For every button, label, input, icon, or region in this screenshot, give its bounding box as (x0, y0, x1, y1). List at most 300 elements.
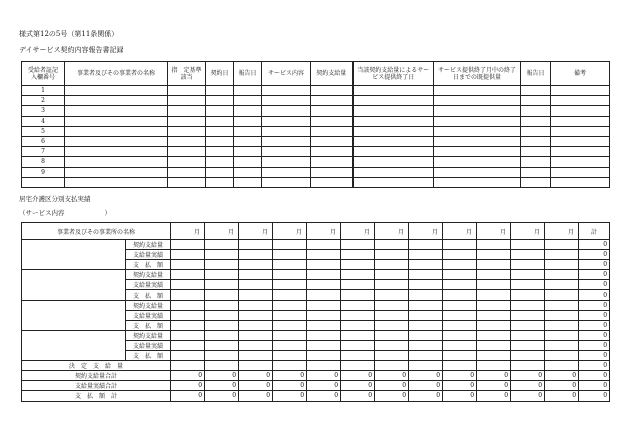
contract-cell (311, 147, 353, 157)
month-value-cell (511, 280, 545, 290)
summary-value-cell: 0 (273, 381, 307, 391)
month-value-cell (375, 270, 409, 280)
month-value-cell (341, 260, 375, 270)
month-value-cell (171, 290, 205, 300)
month-value-cell (545, 330, 579, 340)
month-value-cell (477, 250, 511, 260)
contract-cell (521, 136, 551, 146)
summary-value-cell: 0 (443, 381, 477, 391)
month-value-cell (409, 310, 443, 320)
month-value-cell (545, 280, 579, 290)
contract-row (22, 147, 610, 157)
month-header: 月 (409, 223, 443, 240)
contract-cell (234, 147, 262, 157)
month-header: 月 (273, 223, 307, 240)
month-value-cell (375, 240, 409, 250)
summary-total-cell: 0 (579, 361, 610, 371)
business-name-cell (22, 270, 126, 300)
month-value-cell (477, 270, 511, 280)
contract-cell (65, 126, 168, 136)
contract-cell (521, 106, 551, 116)
contract-cell (65, 96, 168, 106)
header-report-date: 報告日 (234, 62, 262, 86)
month-value-cell (239, 300, 273, 310)
row-total-cell: 0 (579, 240, 610, 250)
row-total-cell: 0 (579, 280, 610, 290)
month-value-cell (239, 290, 273, 300)
contract-cell (521, 157, 551, 167)
month-value-cell (307, 280, 341, 290)
contract-cell (551, 177, 610, 187)
contract-cell (521, 126, 551, 136)
month-value-cell (341, 280, 375, 290)
month-value-cell (443, 330, 477, 340)
contract-cell (434, 177, 521, 187)
month-value-cell (511, 300, 545, 310)
month-value-cell (545, 310, 579, 320)
contract-cell (168, 106, 206, 116)
month-value-cell (307, 310, 341, 320)
summary-value-cell: 0 (409, 381, 443, 391)
header-contract-amount: 契約支給量 (311, 62, 353, 86)
month-value-cell (205, 240, 239, 250)
contract-cell (262, 147, 311, 157)
summary-total-cell: 0 (579, 381, 610, 391)
month-value-cell (443, 300, 477, 310)
contract-cell (234, 136, 262, 146)
contract-row (22, 86, 610, 96)
row-sublabel: 支 払 額 (126, 351, 171, 361)
row-number (22, 177, 65, 187)
row-number: 7 (22, 147, 65, 157)
month-value-cell (511, 260, 545, 270)
contract-cell (168, 96, 206, 106)
header-remarks: 備考 (551, 62, 610, 86)
contract-cell (353, 177, 434, 187)
month-value-cell (545, 260, 579, 270)
month-value-cell (477, 330, 511, 340)
month-value-cell (239, 330, 273, 340)
contract-cell (353, 147, 434, 157)
month-header: 月 (307, 223, 341, 240)
month-value-cell (443, 340, 477, 350)
summary-row (22, 391, 610, 401)
month-value-cell (273, 300, 307, 310)
contract-cell (262, 86, 311, 96)
summary-value-cell (375, 361, 409, 371)
contract-cell (234, 126, 262, 136)
month-value-cell (477, 310, 511, 320)
payment-record-table (21, 222, 610, 402)
month-value-cell (545, 320, 579, 330)
contract-cell (353, 96, 434, 106)
row-number: 5 (22, 126, 65, 136)
contract-cell (434, 157, 521, 167)
month-value-cell (545, 270, 579, 280)
contract-cell (206, 157, 234, 167)
summary-value-cell: 0 (307, 371, 341, 381)
row-sublabel: 支給量実績 (126, 280, 171, 290)
contract-row (22, 157, 610, 167)
month-value-cell (171, 300, 205, 310)
summary-value-cell (341, 361, 375, 371)
row-total-cell: 0 (579, 310, 610, 320)
month-value-cell (341, 290, 375, 300)
row-sublabel: 契約支給量 (126, 270, 171, 280)
payment-row (22, 240, 610, 250)
month-value-cell (171, 250, 205, 260)
row-total-cell: 0 (579, 340, 610, 350)
month-value-cell (239, 310, 273, 320)
month-value-cell (409, 250, 443, 260)
month-value-cell (171, 280, 205, 290)
row-number: 2 (22, 96, 65, 106)
contract-row (22, 96, 610, 106)
contract-cell (168, 147, 206, 157)
contract-row (22, 116, 610, 126)
month-value-cell (307, 260, 341, 270)
contract-cell (168, 167, 206, 177)
summary-value-cell: 0 (409, 391, 443, 401)
contract-cell (65, 116, 168, 126)
month-value-cell (341, 320, 375, 330)
row-number: 4 (22, 116, 65, 126)
header-report-date-2: 報告日 (521, 62, 551, 86)
contract-cell (551, 167, 610, 177)
row-number: 8 (22, 157, 65, 167)
month-value-cell (307, 351, 341, 361)
contract-cell (311, 177, 353, 187)
month-value-cell (545, 340, 579, 350)
month-value-cell (375, 340, 409, 350)
month-value-cell (273, 280, 307, 290)
contract-cell (206, 116, 234, 126)
month-value-cell (443, 320, 477, 330)
header-business-name: 事業者及びその事業者の名称 (65, 62, 168, 86)
contract-record-table (21, 61, 610, 188)
month-value-cell (409, 330, 443, 340)
contract-cell (262, 136, 311, 146)
month-value-cell (273, 340, 307, 350)
month-value-cell (307, 300, 341, 310)
month-value-cell (205, 280, 239, 290)
month-value-cell (273, 330, 307, 340)
summary-value-cell: 0 (341, 371, 375, 381)
contract-cell (65, 147, 168, 157)
month-value-cell (511, 320, 545, 330)
contract-cell (65, 136, 168, 146)
month-value-cell (477, 351, 511, 361)
month-value-cell (307, 270, 341, 280)
month-value-cell (205, 320, 239, 330)
month-value-cell (477, 340, 511, 350)
month-value-cell (545, 250, 579, 260)
month-value-cell (477, 300, 511, 310)
contract-cell (521, 167, 551, 177)
month-value-cell (205, 260, 239, 270)
month-value-cell (477, 280, 511, 290)
summary-total-cell: 0 (579, 371, 610, 381)
month-value-cell (443, 270, 477, 280)
summary-value-cell: 0 (511, 391, 545, 401)
month-value-cell (341, 250, 375, 260)
month-value-cell (375, 290, 409, 300)
month-value-cell (239, 351, 273, 361)
row-total-cell: 0 (579, 290, 610, 300)
summary-value-cell (409, 361, 443, 371)
row-total-cell: 0 (579, 270, 610, 280)
contract-cell (311, 167, 353, 177)
month-value-cell (171, 351, 205, 361)
month-value-cell (511, 330, 545, 340)
contract-cell (206, 86, 234, 96)
contract-row (22, 167, 610, 177)
summary-value-cell (511, 361, 545, 371)
month-value-cell (511, 351, 545, 361)
contract-cell (206, 96, 234, 106)
contract-cell (65, 86, 168, 96)
contract-cell (521, 86, 551, 96)
header-designation: 指 定基準該当 (168, 62, 206, 86)
summary-value-cell: 0 (273, 391, 307, 401)
month-value-cell (239, 280, 273, 290)
month-value-cell (205, 330, 239, 340)
header-business-office-name: 事業者及びその事業所の名称 (22, 223, 171, 240)
summary-value-cell: 0 (477, 371, 511, 381)
month-value-cell (239, 250, 273, 260)
month-value-cell (171, 320, 205, 330)
row-total-cell: 0 (579, 320, 610, 330)
row-total-cell: 0 (579, 330, 610, 340)
summary-value-cell (545, 361, 579, 371)
row-sublabel: 支 払 額 (126, 260, 171, 270)
contract-cell (551, 147, 610, 157)
month-value-cell (239, 240, 273, 250)
contract-cell (168, 177, 206, 187)
summary-value-cell: 0 (171, 371, 205, 381)
section-title-contract-record: デイサービス契約内容報告書記録 (19, 46, 124, 54)
month-value-cell (443, 240, 477, 250)
summary-value-cell: 0 (205, 371, 239, 381)
contract-cell (206, 177, 234, 187)
month-value-cell (375, 280, 409, 290)
summary-value-cell: 0 (341, 381, 375, 391)
month-header: 月 (341, 223, 375, 240)
total-header: 計 (579, 223, 610, 240)
month-value-cell (375, 310, 409, 320)
contract-cell (262, 116, 311, 126)
month-value-cell (375, 351, 409, 361)
month-value-cell (409, 340, 443, 350)
row-total-cell: 0 (579, 250, 610, 260)
summary-value-cell (477, 361, 511, 371)
summary-value-cell: 0 (443, 391, 477, 401)
month-value-cell (273, 250, 307, 260)
contract-cell (551, 126, 610, 136)
contract-cell (262, 106, 311, 116)
payment-row (22, 270, 610, 280)
summary-value-cell: 0 (239, 391, 273, 401)
summary-value-cell (239, 361, 273, 371)
row-sublabel: 支 払 額 (126, 320, 171, 330)
month-value-cell (545, 240, 579, 250)
contract-row (22, 177, 610, 187)
contract-cell (168, 136, 206, 146)
contract-cell (551, 96, 610, 106)
month-value-cell (375, 330, 409, 340)
summary-value-cell: 0 (409, 371, 443, 381)
month-value-cell (273, 320, 307, 330)
payment-row (22, 330, 610, 340)
summary-value-cell: 0 (477, 391, 511, 401)
contract-cell (434, 126, 521, 136)
contract-cell (234, 116, 262, 126)
row-number: 6 (22, 136, 65, 146)
row-sublabel: 契約支給量 (126, 330, 171, 340)
summary-value-cell: 0 (205, 381, 239, 391)
contract-table-header-row (22, 62, 610, 86)
header-service-content: サービス内容 (262, 62, 311, 86)
month-value-cell (307, 320, 341, 330)
business-name-cell (22, 330, 126, 360)
month-value-cell (545, 351, 579, 361)
contract-cell (234, 157, 262, 167)
contract-cell (434, 147, 521, 157)
row-sublabel: 契約支給量 (126, 300, 171, 310)
month-value-cell (171, 270, 205, 280)
month-header: 月 (239, 223, 273, 240)
month-value-cell (477, 290, 511, 300)
summary-value-cell (307, 361, 341, 371)
contract-cell (311, 126, 353, 136)
month-value-cell (307, 330, 341, 340)
month-value-cell (443, 260, 477, 270)
contract-cell (353, 167, 434, 177)
summary-value-cell: 0 (511, 381, 545, 391)
summary-total-cell: 0 (579, 391, 610, 401)
summary-value-cell: 0 (239, 371, 273, 381)
month-header: 月 (375, 223, 409, 240)
month-value-cell (205, 310, 239, 320)
summary-value-cell: 0 (375, 381, 409, 391)
summary-value-cell (205, 361, 239, 371)
summary-value-cell: 0 (375, 391, 409, 401)
month-value-cell (511, 340, 545, 350)
month-value-cell (205, 351, 239, 361)
header-provided-amount: サービス提供終了月中の終了日までの既提供量 (434, 62, 521, 86)
contract-cell (65, 177, 168, 187)
contract-cell (311, 96, 353, 106)
summary-label: 支 払 額 計 (22, 391, 171, 401)
summary-value-cell: 0 (375, 371, 409, 381)
row-total-cell: 0 (579, 351, 610, 361)
month-value-cell (545, 290, 579, 300)
contract-cell (521, 147, 551, 157)
contract-cell (262, 126, 311, 136)
month-value-cell (205, 270, 239, 280)
header-contract-date: 契約日 (206, 62, 234, 86)
summary-value-cell (443, 361, 477, 371)
summary-value-cell: 0 (477, 381, 511, 391)
contract-cell (434, 96, 521, 106)
month-value-cell (443, 351, 477, 361)
contract-cell (262, 157, 311, 167)
contract-cell (434, 116, 521, 126)
service-close-label: ） (104, 209, 111, 217)
month-value-cell (307, 340, 341, 350)
summary-value-cell: 0 (273, 371, 307, 381)
contract-cell (206, 147, 234, 157)
contract-cell (311, 116, 353, 126)
month-value-cell (239, 320, 273, 330)
contract-cell (65, 106, 168, 116)
row-sublabel: 支給量実績 (126, 310, 171, 320)
contract-cell (521, 96, 551, 106)
row-sublabel: 支給量実績 (126, 250, 171, 260)
contract-cell (206, 126, 234, 136)
month-value-cell (409, 290, 443, 300)
month-value-cell (273, 240, 307, 250)
service-open-label: （サービス内容 (19, 209, 65, 217)
contract-cell (353, 126, 434, 136)
month-value-cell (273, 351, 307, 361)
row-number: 1 (22, 86, 65, 96)
contract-cell (206, 167, 234, 177)
summary-value-cell: 0 (205, 391, 239, 401)
contract-cell (434, 86, 521, 96)
month-header: 月 (545, 223, 579, 240)
business-name-cell (22, 240, 126, 270)
month-value-cell (511, 240, 545, 250)
contract-cell (551, 157, 610, 167)
contract-cell (551, 136, 610, 146)
month-value-cell (341, 310, 375, 320)
month-value-cell (375, 260, 409, 270)
month-header: 月 (477, 223, 511, 240)
contract-cell (168, 126, 206, 136)
row-sublabel: 支 払 額 (126, 290, 171, 300)
contract-cell (521, 177, 551, 187)
month-value-cell (341, 351, 375, 361)
summary-value-cell: 0 (545, 391, 579, 401)
month-value-cell (307, 240, 341, 250)
month-value-cell (205, 250, 239, 260)
contract-cell (434, 136, 521, 146)
summary-value-cell (273, 361, 307, 371)
month-header: 月 (171, 223, 205, 240)
month-value-cell (409, 280, 443, 290)
contract-cell (434, 167, 521, 177)
summary-label: 契約支給量合計 (22, 371, 171, 381)
summary-value-cell: 0 (341, 391, 375, 401)
month-value-cell (443, 250, 477, 260)
contract-cell (311, 106, 353, 116)
summary-label: 支給量実績合計 (22, 381, 171, 391)
month-value-cell (375, 250, 409, 260)
month-value-cell (409, 300, 443, 310)
contract-cell (353, 116, 434, 126)
summary-value-cell: 0 (511, 371, 545, 381)
contract-row (22, 136, 610, 146)
contract-cell (168, 116, 206, 126)
contract-cell (311, 86, 353, 96)
contract-cell (434, 106, 521, 116)
month-value-cell (511, 290, 545, 300)
month-value-cell (443, 310, 477, 320)
summary-value-cell (171, 361, 205, 371)
month-value-cell (341, 270, 375, 280)
month-header: 月 (443, 223, 477, 240)
